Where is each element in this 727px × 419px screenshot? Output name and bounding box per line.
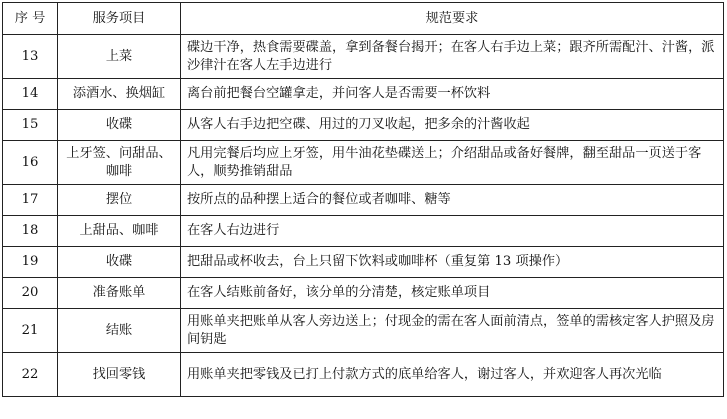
table-row (3, 110, 724, 141)
row-no: 13 (3, 35, 58, 79)
table-row (3, 309, 724, 353)
row-requirement: 按所点的品种摆上适合的餐位或者咖啡、糖等 (181, 185, 724, 216)
row-item: 摆位 (58, 185, 181, 216)
row-no: 18 (3, 216, 58, 247)
row-requirement: 从客人右手边把空碟、用过的刀叉收起，把多余的汁酱收起 (181, 110, 724, 141)
row-item: 上菜 (58, 35, 181, 79)
table-row (3, 141, 724, 185)
row-no: 19 (3, 247, 58, 278)
row-no: 21 (3, 309, 58, 353)
row-requirement: 凡用完餐后均应上牙签，用牛油花垫碟送上；介绍甜品或备好餐牌，翻至甜品一页送于客人，顺势推销甜品 (181, 141, 724, 185)
table-row (3, 185, 724, 216)
table-row (3, 247, 724, 278)
row-no: 17 (3, 185, 58, 216)
row-item: 准备账单 (58, 278, 181, 309)
header-requirement: 规范要求 (181, 3, 724, 35)
row-requirement: 离台前把餐台空罐拿走，并问客人是否需要一杯饮料 (181, 79, 724, 110)
table-row (3, 216, 724, 247)
service-standards-table (2, 2, 724, 397)
row-item: 结账 (58, 309, 181, 353)
row-requirement: 用账单夹把账单从客人旁边送上；付现金的需在客人面前清点，签单的需核定客人护照及房间钥匙 (181, 309, 724, 353)
row-requirement: 在客人结账前备好，该分单的分清楚，核定账单项目 (181, 278, 724, 309)
row-no: 22 (3, 353, 58, 397)
row-requirement: 在客人右边进行 (181, 216, 724, 247)
header-no: 序 号 (3, 3, 58, 35)
row-no: 20 (3, 278, 58, 309)
row-item: 上牙签、问甜品、咖啡 (58, 141, 181, 185)
table-header-row (3, 3, 724, 35)
row-no: 14 (3, 79, 58, 110)
row-item: 上甜品、咖啡 (58, 216, 181, 247)
row-no: 16 (3, 141, 58, 185)
row-requirement: 碟边干净，热食需要碟盖，拿到备餐台揭开；在客人右手边上菜；跟齐所需配汁、汁酱，派沙律汁在客人左手边进行 (181, 35, 724, 79)
row-item: 收碟 (58, 247, 181, 278)
row-item: 找回零钱 (58, 353, 181, 397)
table-row (3, 79, 724, 110)
row-no: 15 (3, 110, 58, 141)
table-row (3, 353, 724, 397)
row-requirement: 用账单夹把零钱及已打上付款方式的底单给客人，谢过客人，并欢迎客人再次光临 (181, 353, 724, 397)
header-item: 服务项目 (58, 3, 181, 35)
row-item: 添酒水、换烟缸 (58, 79, 181, 110)
row-requirement: 把甜品或杯收去，台上只留下饮料或咖啡杯（重复第 13 项操作） (181, 247, 724, 278)
table-row (3, 278, 724, 309)
row-item: 收碟 (58, 110, 181, 141)
service-standards-table-wrapper (2, 2, 724, 397)
table-row (3, 35, 724, 79)
